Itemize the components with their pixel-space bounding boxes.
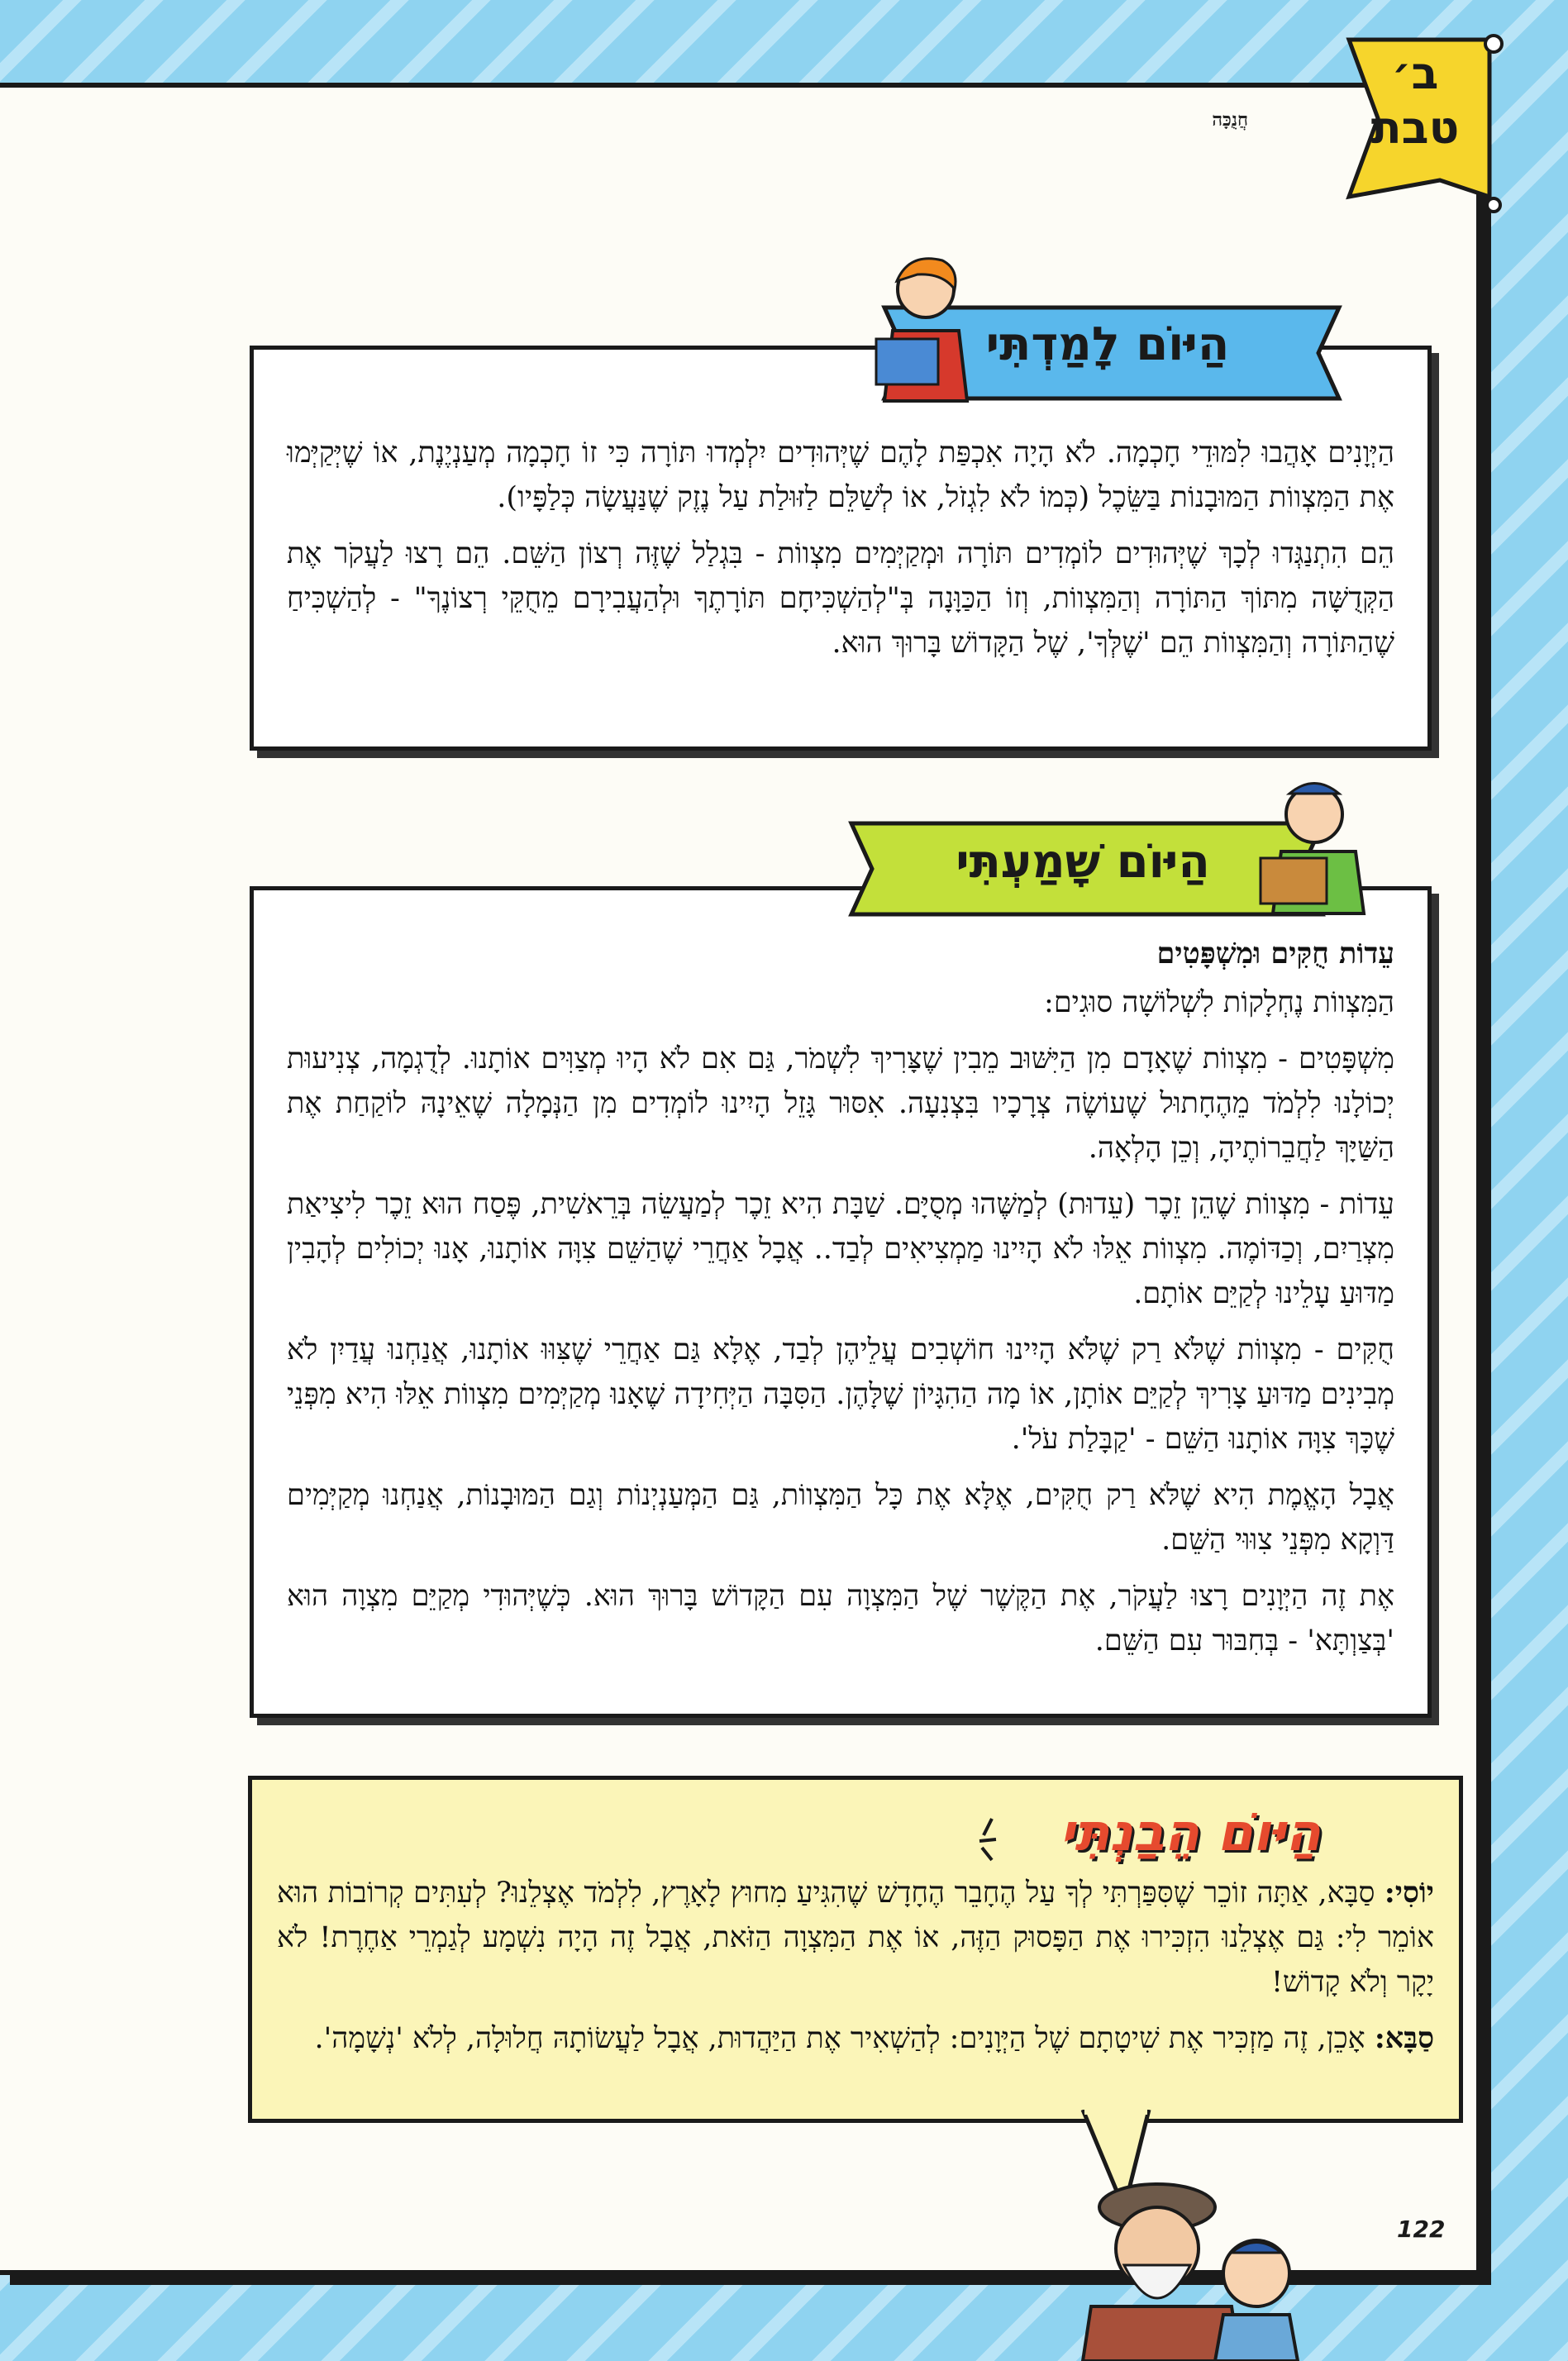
heard-paragraph-4: חֻקִּים - מִצְווֹת שֶׁלֹּא רַק שֶׁלֹּא הָיִינוּ חוֹשְׁבִים עֲלֵיהֶן לְבַד, אֶלָּא גַּם אַחֲרֵי שֶׁצִּוּוּ אוֹתָנוּ, אֲנַחְנוּ עֲדַיִן לֹא מְבִינִים מַדּוּעַ צָרִיךְ לְקַיֵּם אוֹתָן, אוֹ מָה הַהִגָּיוֹן שֶׁלָּהֶן. הַסִּבָּה הַיְּחִידָה שֶׁאָנוּ מְקַיְּמִים מִצְווֹת אֵלּוּ הִיא מִפְּנֵי שֶׁכָּךְ צִוָּה אוֹתָנוּ הַשֵּׁם - 'קַבָּלַת עֹל'. [287,1333,1394,1456]
line-saba-text: אָכֵן, זֶה מַזְכִּיר אֶת שִׁיטָתָם שֶׁל הַיְּוָנִים: לְהַשְׁאִיר אֶת הַיַּהֲדוּת, אֲבָל לַעֲשׂוֹתָהּ חֲלוּלָה, לְלֹא 'נְשָׁמָה'. [314,2022,1365,2055]
running-head: חֲנֻכָּה [1212,109,1248,131]
date-tag [1332,46,1498,155]
boy-reading-illustration [1248,769,1380,918]
dialogue-line-saba [277,2016,1434,2061]
learned-title: הַיּוֹם לָמַדְתִּי [985,317,1230,371]
understood-title: הַיּוֹם הֵבַנְתִּי [1060,1802,1321,1863]
heard-box [250,886,1432,1718]
sparkle-icon [959,1815,1000,1864]
line-yossi-text: סַבָּא, אַתָּה זוֹכֵר שֶׁסִּפַּרְתִּי לְךָ עַל הֶחָבֵר הֶחָדָשׁ שֶׁהִגִּיעַ מִחוּץ לָאָרֶץ, לִלְמֹד אֶצְלֵנוּ? לְעִתִּים קְרוֹבוֹת הוּא אוֹמֵר לִי: גַּם אֶצְלֵנוּ הִזְכִּירוּ אֶת הַפָּסוּק הַזֶּה, אוֹ אֶת הַמִּצְוָה הַזֹּאת, אֲבָל זֶה הָיָה נִשְׁמָע לְגַמְרֵי אַחֶרֶת! לֹא יָקָר וְלֹא קָדוֹשׁ! [277,1877,1434,1999]
date-month: טבת [1370,102,1460,154]
dialogue-line-yossi [277,1871,1434,2005]
heard-subtitle: עֵדוֹת חֻקִּים וּמִשְׁפָּטִים [1156,937,1394,971]
heard-paragraph-3: עֵדוֹת - מִצְווֹת שֶׁהֵן זֵכֶר (עֵדוּת) לְמַשֶּׁהוּ מְסֻיָּם. שַׁבָּת הִיא זֵכֶר לְמַעֲשֵׂה בְּרֵאשִׁית, פֶּסַח הוּא זֵכֶר לִיצִיאַת מִצְרַיִם, וְכַדּוֹמֶה. מִצְווֹת אֵלּוּ לֹא הָיִינוּ מַמְצִיאִים לְבַד.. אֲבָל אַחֲרֵי שֶׁהַשֵּׁם צִוָּה אוֹתָנוּ, אָנוּ יְכוֹלִים לְהָבִין מַדּוּעַ עָלֵינוּ לְקַיֵּם אוֹתָם. [287,1188,1394,1310]
date-day: ב׳ [1391,47,1439,99]
page-number: 122 [1397,2216,1446,2243]
speaker-saba: סַבָּא: [1374,2021,1434,2055]
heard-paragraph-5: אֲבָל הָאֱמֶת הִיא שֶׁלֹּא רַק חֻקִּים, אֶלָּא אֶת כָּל הַמִּצְווֹת, גַּם הַמְּעַנְיְנוֹת וְגַם הַמּוּבָנוֹת, אֲנַחְנוּ מְקַיְּמִים דַּוְקָא מִפְּנֵי צִוּוּי הַשֵּׁם. [287,1479,1394,1557]
heard-paragraph-6: אֶת זֶה הַיְּוָנִים רָצוּ לַעֲקֹר, אֶת הַקֶּשֶׁר שֶׁל הַמִּצְוָה עִם הַקָּדוֹשׁ בָּרוּךְ הוּא. כְּשֶׁיְּהוּדִי מְקַיֵּם מִצְוָה הוּא 'בְּצַוְתָּא' - בְּחִבּוּר עִם הַשֵּׁם. [287,1580,1394,1657]
heard-paragraph-1: הַמִּצְווֹת נֶחְלָקוֹת לִשְׁלוֹשָׁה סוּגִים: [1044,986,1394,1019]
grandfather-and-boy-illustration [1075,2174,1323,2361]
heard-title: הַיּוֹם שָׁמַעְתִּי [956,835,1210,889]
learned-paragraph-2: הֵם הִתְנַגְּדוּ לְכָךְ שֶׁיְּהוּדִים לוֹמְדִים תּוֹרָה וּמְקַיְּמִים מִצְווֹת - בִּגְלַל שֶׁזֶּה רְצוֹן הַשֵּׁם. הֵם רָצוּ לַעֲקֹר אֶת הַקְּדֻשָּׁה מִתּוֹךְ הַתּוֹרָה וְהַמִּצְווֹת, וְזוֹ הַכַּוָּנָה בְּ"לְהַשְׁכִּיחָם תּוֹרָתֶךָ וּלְהַעֲבִירָם מֵחֻקֵּי רְצוֹנֶךָ" - לְהַשְׁכִּיחַ שֶׁהַתּוֹרָה וְהַמִּצְווֹת הֵם 'שֶׁלְּךָ', שֶׁל הַקָּדוֹשׁ בָּרוּךְ הוּא. [287,537,1394,660]
girl-reading-illustration [860,248,984,405]
learned-paragraph-1: הַיְּוָנִים אָהֲבוּ לִמּוּדֵי חָכְמָה. לֹא הָיָה אִכְפַּת לָהֶם שֶׁיְּהוּדִים יִלְמְדוּ תּוֹרָה כִּי זוֹ חָכְמָה מְעַנְיֶנֶת, אוֹ שֶׁיְּקַיְּמוּ אֶת הַמִּצְווֹת הַמּוּבָנוֹת בַּשֵּׂכֶל (כְּמוֹ לֹא לִגְזֹל, אוֹ לְשַׁלֵּם לַזּוּלַת עַל נֶזֶק שֶׁנַּעֲשָׂה כְּלַפָּיו). [287,436,1394,514]
speaker-yossi: יוֹסִי: [1384,1876,1434,1910]
heard-paragraph-2: מִשְׁפָּטִים - מִצְווֹת שֶׁאָדָם מִן הַיִּשּׁוּב מֵבִין שֶׁצָּרִיךְ לִשְׁמֹר, גַּם אִם לֹא הָיוּ מְצַוִּים אוֹתָנוּ. לְדֻגְמָה, צְנִיעוּת יְכוֹלָנוּ לִלְמֹד מֵהֶחָתוּל שֶׁעוֹשֶׂה צְרָכָיו בִּצְנִעָה. אִסּוּר גָּזֵל הָיִינוּ לוֹמְדִים מִן הַנְּמָלָה שֶׁאֵינָהּ לוֹקַחַת אֶת הַשַּׁיָּךְ לַחֲבֵרוֹתֶיהָ, וְכֵן הָלְאָה. [287,1042,1394,1165]
